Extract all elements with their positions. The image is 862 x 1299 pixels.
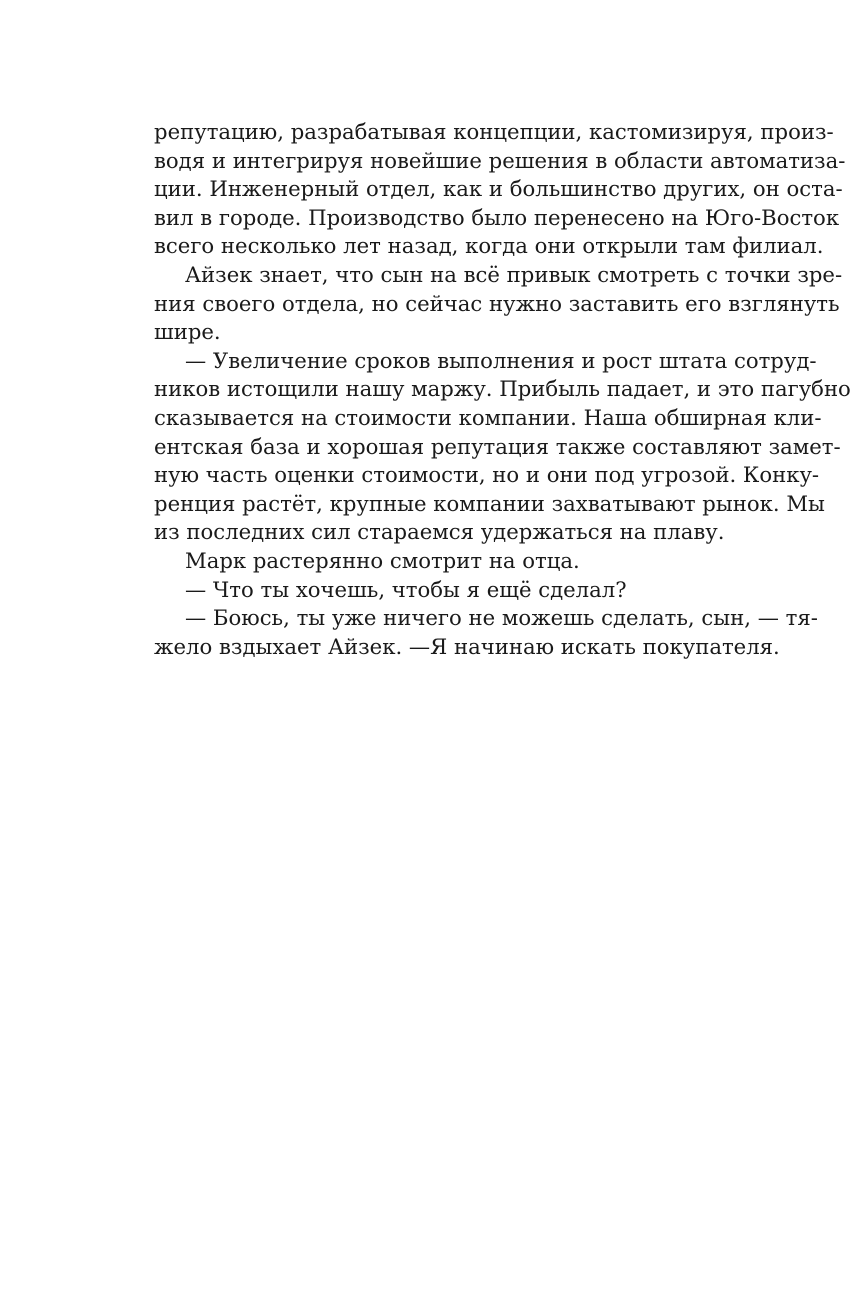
text-line: — Боюсь, ты уже ничего не можешь сделать, сын, — тя-: [185, 605, 818, 631]
text-line: репутацию, разрабатывая концепции, кастомизируя, произ-: [154, 119, 834, 144]
text-line: ренция растёт, крупные компании захватывают рынок. Мы: [154, 490, 825, 516]
text-line: — Что ты хочешь, чтобы я ещё сделал?: [185, 576, 627, 602]
text-line: ции. Инженерный отдел, как и большинство других, он оста-: [154, 176, 843, 202]
text-line: ния своего отдела, но сейчас нужно заставить его взглянуть: [154, 290, 840, 316]
text-line: шире.: [154, 319, 221, 345]
text-line: ную часть оценки стоимости, но и они под угрозой. Конку-: [154, 462, 820, 488]
text-line: Марк растерянно смотрит на отца.: [185, 547, 580, 573]
text-line: водя и интегрируя новейшие решения в области автоматиза-: [154, 147, 846, 173]
text-line: из последних сил стараемся удержаться на плаву.: [154, 519, 725, 545]
text-line: Айзек знает, что сын на всё привык смотреть с точки зре-: [185, 261, 843, 287]
text-line: жело вздыхает Айзек. —Я начинаю искать покупателя.: [154, 633, 780, 659]
page-body: [154, 118, 851, 661]
text-line: всего несколько лет назад, когда они открыли там филиал.: [154, 233, 824, 259]
text-line: сказывается на стоимости компании. Наша обширная кли-: [154, 404, 822, 430]
text-line: ников истощили нашу маржу. Прибыль падает, и это пагубно: [154, 376, 851, 402]
text-line: ентская база и хорошая репутация также составляют замет-: [154, 433, 841, 459]
text-line: вил в городе. Производство было перенесено на Юго-Восток: [154, 204, 840, 230]
text-line: — Увеличение сроков выполнения и рост штата сотруд-: [185, 347, 817, 373]
